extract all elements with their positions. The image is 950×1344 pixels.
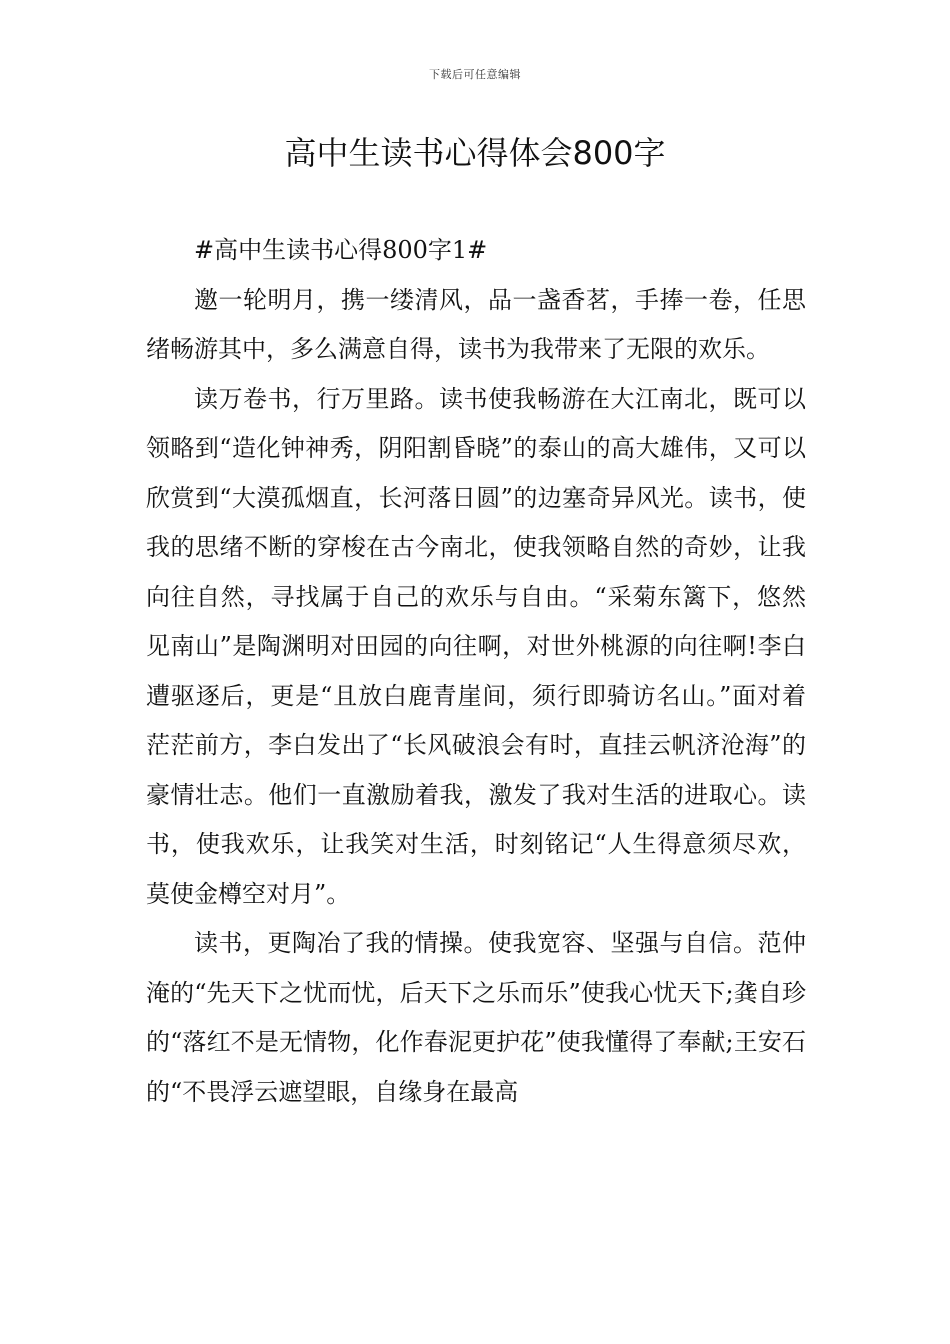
paragraph: 读书，更陶冶了我的情操。使我宽容、坚强与自信。范仲淹的“先天下之忧而忧，后天下之乐而乐”使我心忧天下;龚自珍的“落红不是无情物，化作春泥更护花”使我懂得了奉献;王安石的“不畏浮云遮望眼，自缘身在最高 [146,929,806,1106]
document-body [146,226,806,1117]
paragraph: 读万卷书，行万里路。读书使我畅游在大江南北，既可以领略到“造化钟神秀，阴阳割昏晓”的泰山的高大雄伟，又可以欣赏到“大漠孤烟直，长河落日圆”的边塞奇异风光。读书，使我的思绪不断的穿梭在古今南北，使我领略自然的奇妙，让我向往自然，寻找属于自己的欢乐与自由。“采菊东篱下，悠然见南山”是陶渊明对田园的向往啊，对世外桃源的向往啊!李白遭驱逐后，更是“且放白鹿青崖间，须行即骑访名山。”面对着茫茫前方，李白发出了“长风破浪会有时，直挂云帆济沧海”的豪情壮志。他们一直激励着我，激发了我对生活的进取心。读书，使我欢乐，让我笑对生活，时刻铭记“人生得意须尽欢，莫使金樽空对月”。 [146,384,806,908]
section-heading: #高中生读书心得800字1# [194,236,488,264]
document-title: 高中生读书心得体会800字 [284,134,666,172]
paragraph: 邀一轮明月，携一缕清风，品一盏香茗，手捧一卷，任思绪畅游其中，多么满意自得，读书为我带来了无限的欢乐。 [146,285,806,363]
header-note: 下载后可任意编辑 [429,68,521,81]
